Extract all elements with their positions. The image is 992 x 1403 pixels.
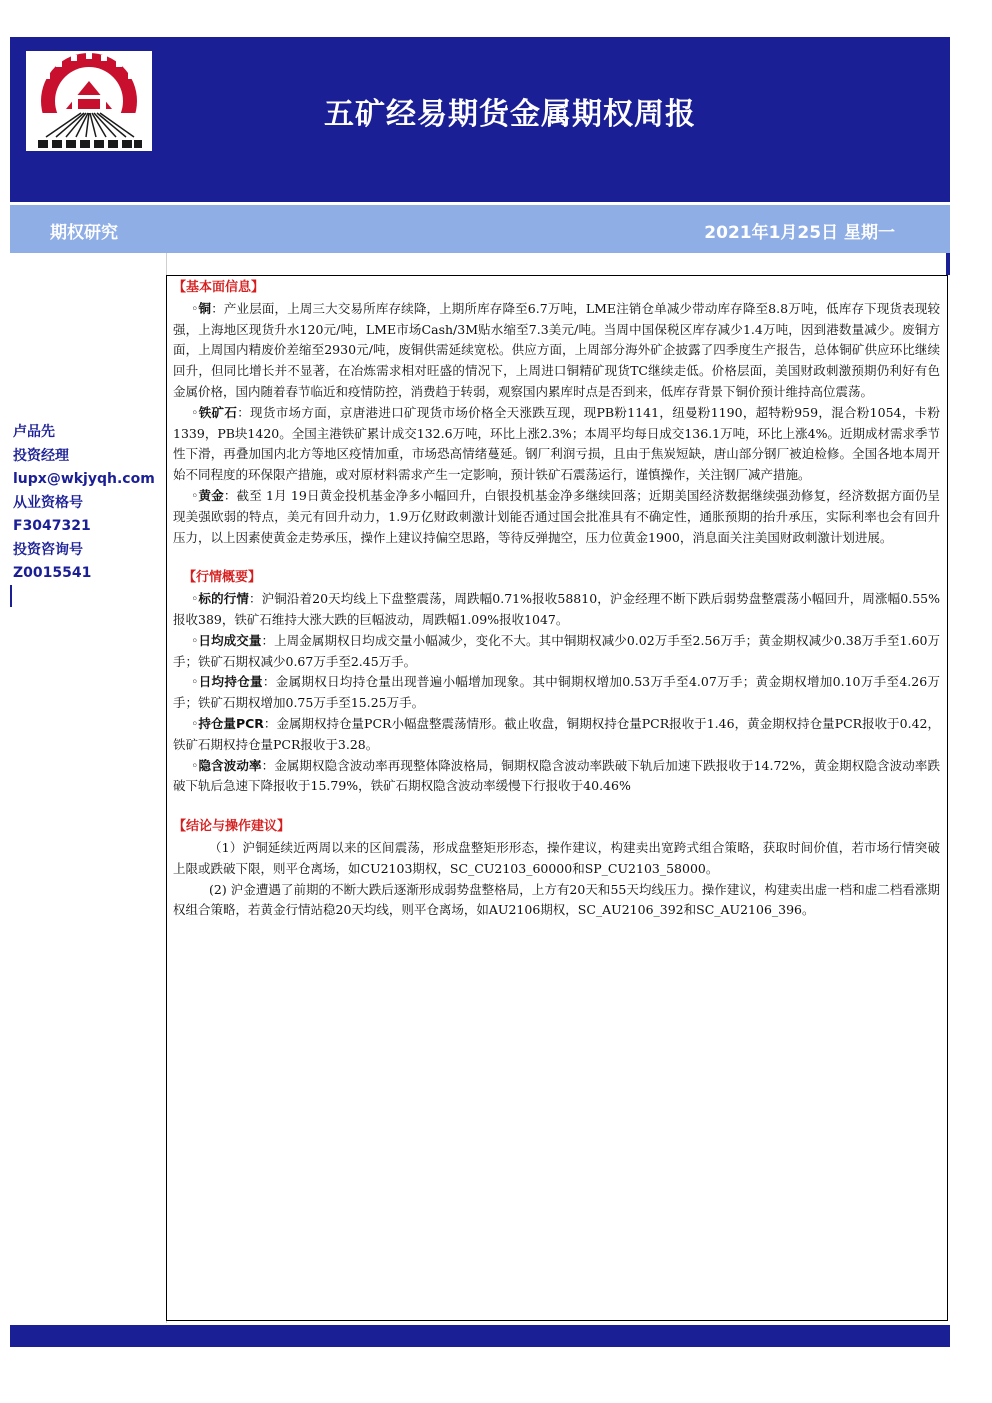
lead-implied-vol: 隐含波动率 (198, 757, 262, 773)
section-title-market: 【行情概要】 (183, 570, 262, 586)
footer-bar (10, 1325, 950, 1347)
analyst-name: 卢品先 (13, 424, 55, 440)
cert-number: F3047321 (13, 518, 91, 534)
sidebar-accent (10, 585, 12, 607)
text-gold: ：截至 1月 19日黄金投机基金净多小幅回升，白银投机基金净多继续回落；近期美国经济数据继续强劲修复，经济数据方面仍呈现美强欧弱的特点，美元有回升动力，1.9万亿财政刺激计划能否通过国会批准具有不确定性，通胀预期的抬升承压，实际利率也会有回升压力，以上因素使黄金走势承压，操作上建议持偏空思路，等待反弹抛空，压力位黄金1900，消息面关注美国财政刺激计划进展。 (173, 487, 940, 545)
analyst-role: 投资经理 (13, 447, 69, 464)
bullet-icon: ◦ (191, 715, 199, 731)
analyst-info (13, 421, 165, 586)
paragraph-iron-ore (173, 403, 940, 486)
cert-label: 从业资格号 (13, 494, 83, 511)
subheader-band (10, 205, 950, 253)
report-date: 2021年1月25日 星期一 (704, 223, 895, 243)
header-edge-accent (946, 253, 950, 275)
paragraph-pcr (173, 714, 940, 756)
analyst-email[interactable]: lupx@wkjyqh.com (13, 471, 155, 487)
report-header (10, 37, 950, 202)
sidebar (10, 253, 167, 1323)
report-body (166, 275, 948, 1321)
bullet-icon: ◦ (191, 404, 199, 420)
text-pcr: ：金属期权持仓量PCR小幅盘整震荡情形。截止收盘，铜期权持仓量PCR报收于1.46，黄金期权持仓量PCR报收于0.42，铁矿石期权持仓量PCR报收于3.28。 (173, 715, 940, 752)
bullet-icon: ◦ (191, 632, 199, 648)
section-title-conclusion: 【结论与操作建议】 (173, 819, 291, 835)
lead-iron-ore: 铁矿石 (198, 404, 238, 420)
paragraph-conclusion-1: （1）沪铜延续近两周以来的区间震荡，形成盘整矩形形态，操作建议，构建卖出宽跨式组合策略，获取时间价值，若市场行情突破上限或跌破下限，则平仓离场，如CU2103期权，SC_CU2103_60000和SP_CU2103_58000。 (173, 839, 940, 876)
report-title: 五矿经易期货金属期权周报 (324, 97, 696, 132)
text-underlying: ：沪铜沿着20天均线上下盘整震荡，周跌幅0.71%报收58810，沪金经理不断下跌后弱势盘整震荡小幅回升，周涨幅0.55%报收389，铁矿石维持大涨大跌的巨幅波动，周跌幅1.09%报收1047。 (173, 591, 940, 627)
paragraph-gold (173, 486, 940, 548)
bullet-icon: ◦ (191, 487, 199, 503)
paragraph-open-interest (173, 672, 940, 714)
paragraph-implied-vol (173, 756, 940, 798)
consult-number: Z0015541 (13, 565, 92, 581)
paragraph-underlying (173, 589, 940, 631)
paragraph-conclusion-2: (2) 沪金遭遇了前期的不断大跌后逐渐形成弱势盘整格局，上方有20天和55天均线压力。操作建议，构建卖出虚一档和虚二档看涨期权组合策略，若黄金行情站稳20天均线，则平仓离场，如AU2106期权，SC_AU2106_392和SC_AU2106_396。 (173, 881, 940, 918)
text-open-interest: ：金属期权日均持仓量出现普遍小幅增加现象。其中铜期权增加0.53万手至4.07万手；黄金期权增加0.10万手至4.26万手；铁矿石期权增加0.75万手至15.25万手。 (173, 674, 940, 711)
bullet-icon: ◦ (191, 674, 199, 690)
paragraph-volume (173, 631, 940, 673)
section-title-fundamentals: 【基本面信息】 (173, 280, 265, 295)
lead-underlying: 标的行情 (198, 591, 250, 607)
category-label: 期权研究 (50, 223, 118, 243)
bullet-icon: ◦ (191, 591, 199, 607)
text-implied-vol: ：金属期权隐含波动率再现整体降波格局，铜期权隐含波动率跌破下轨后加速下跌报收于14.72%，黄金期权隐含波动率跌破下轨后急速下降报收于15.79%，铁矿石期权隐含波动率缓慢下行报收于40.46% (173, 757, 940, 794)
lead-copper: 铜 (198, 300, 212, 316)
text-copper: ：产业层面，上周三大交易所库存续降，上期所库存降至6.7万吨，LME注销仓单减少带动库存降至8.8万吨，低库存下现货表现较强，上海地区现货升水120元/吨，LME市场Cash/3M贴水缩至7.3美元/吨。当周中国保税区库存减少1.4万吨，因到港数量减少。废铜方面，上周国内精废价差缩至2930元/吨，废铜供需延续宽松。供应方面，上周部分海外矿企披露了四季度生产报告，总体铜矿供应环比继续回升，但同比增长并不显著，在冶炼需求相对旺盛的情况下，上周进口铜精矿现货TC继续走低。价格层面，美国财政刺激预期仍利好有色金属价格，国内随着春节临近和疫情防控，消费趋于转弱，观察国内累库时点是否到来，低库存背景下铜价预计维持高位震荡。 (173, 300, 940, 399)
text-volume: ：上周金属期权日均成交量小幅减少，变化不大。其中铜期权减少0.02万手至2.56万手；黄金期权减少0.38万手至1.60万手；铁矿石期权减少0.67万手至2.45万手。 (173, 632, 940, 669)
lead-pcr: 持仓量PCR (198, 715, 264, 731)
bullet-icon: ◦ (191, 757, 199, 773)
paragraph-copper (173, 299, 940, 403)
lead-volume: 日均成交量 (198, 632, 262, 648)
text-iron-ore: ：现货市场方面，京唐港进口矿现货市场价格全天涨跌互现，现PB粉1141，纽曼粉1190，超特粉959，混合粉1054，卡粉1339，PB块1420。全国主港铁矿累计成交132.6万吨，环比上涨2.3%；本周平均每日成交136.1万吨，环比上涨4%。近期成材需求季节性下滑，再叠加国内北方等地区疫情加重，市场恐高情绪蔓延。钢厂利润亏损，且由于焦炭短缺，唐山部分钢厂被迫检修。全国各地本周开始不同程度的环保限产措施，或对原材料需求产生一定影响，预计铁矿石震荡运行，谨慎操作，关注钢厂减产措施。 (173, 404, 940, 483)
lead-gold: 黄金 (198, 487, 224, 503)
lead-open-interest: 日均持仓量 (198, 674, 263, 690)
consult-label: 投资咨询号 (13, 541, 83, 558)
bullet-icon: ◦ (191, 300, 199, 316)
